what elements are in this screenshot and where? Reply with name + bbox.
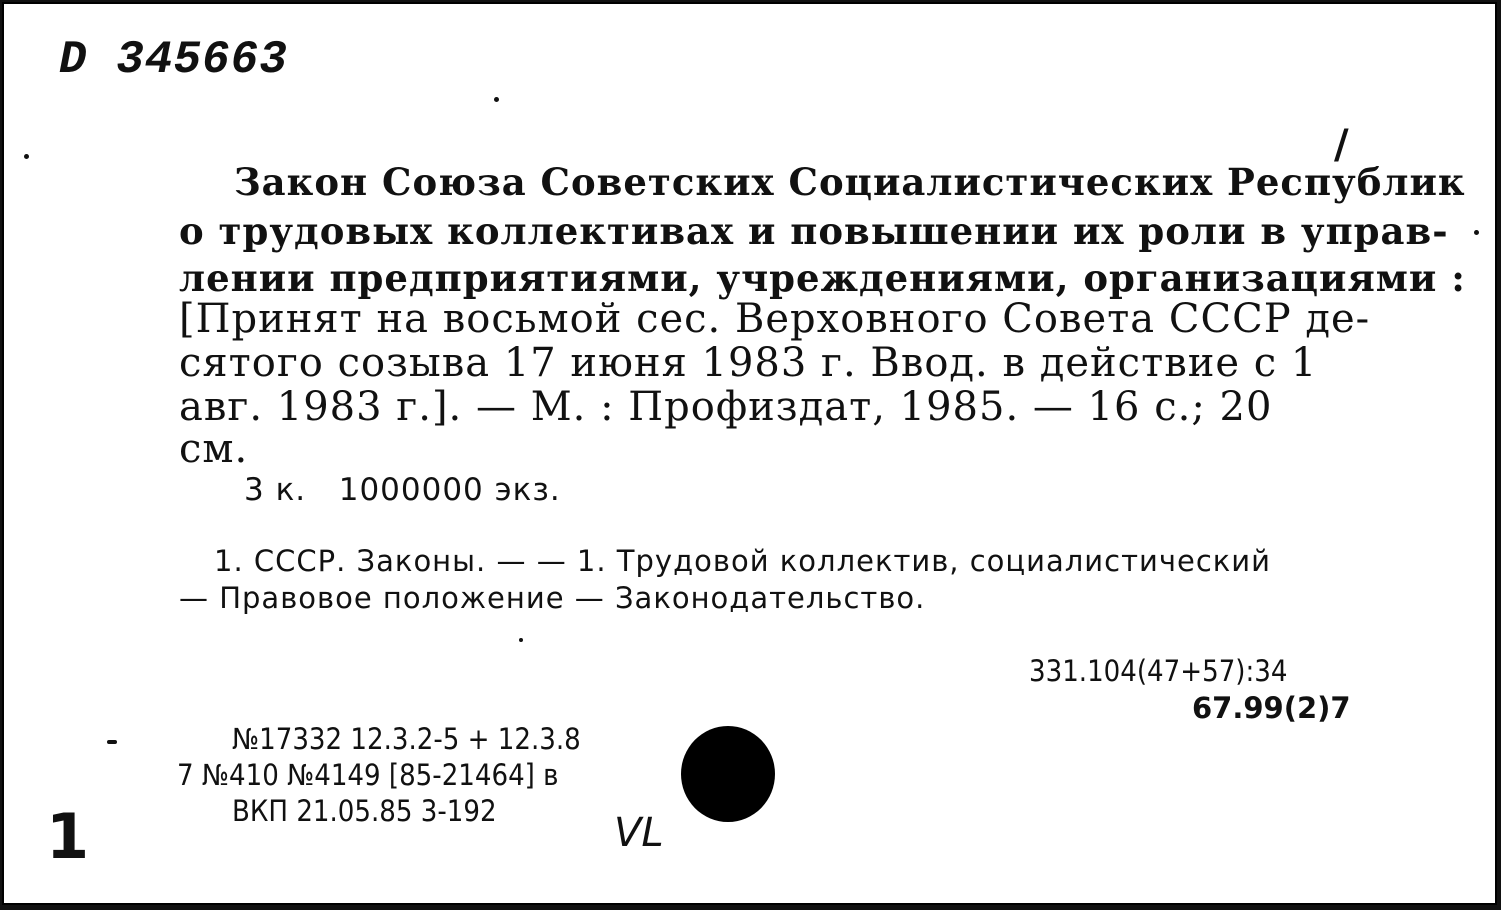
page-mark: /	[1334, 122, 1349, 168]
speck	[1474, 230, 1479, 235]
subjects-line-1: 1. СССР. Законы. — — 1. Трудовой коллектив, социалистический	[214, 544, 1271, 578]
body-line-1: [Принят на восьмой сес. Верховного Совета СССР де-	[179, 296, 1371, 342]
subjects-line-2: — Правовое положение — Законодательство.	[179, 581, 926, 615]
body-line-3: авг. 1983 г.]. — М. : Профиздат, 1985. — 16 с.; 20	[179, 384, 1273, 430]
service-line-1: №17332 12.3.2-5 + 12.3.8	[232, 722, 581, 756]
service-line-3: ВКП 21.05.85 3-192	[232, 794, 497, 828]
body-line-4: см.	[179, 426, 249, 472]
handwritten-initials: VL	[614, 810, 664, 856]
speck	[24, 154, 29, 159]
punch-hole	[681, 726, 775, 822]
price-line: 3 к. 1000000 экз.	[244, 472, 561, 508]
udc-code: 331.104(47+57):34	[1029, 654, 1288, 688]
handwritten-number: 1	[46, 800, 90, 873]
title-line-3: лении предприятиями, учреждениями, организациями :	[179, 256, 1466, 300]
speck	[519, 638, 523, 642]
body-line-2: сятого созыва 17 июня 1983 г. Ввод. в действие с 1	[179, 340, 1318, 386]
bbk-code: 67.99(2)7	[1192, 691, 1351, 725]
inventory-number: D 345663	[59, 34, 288, 86]
title-line-1: Закон Союза Советских Социалистических Республик	[234, 160, 1466, 204]
catalog-card	[2, 2, 1497, 905]
title-line-2: о трудовых коллективах и повышении их роли в управ-	[179, 209, 1449, 253]
speck	[107, 740, 117, 744]
service-line-2: 7 №410 №4149 [85-21464] в	[177, 758, 559, 792]
speck	[494, 97, 499, 102]
